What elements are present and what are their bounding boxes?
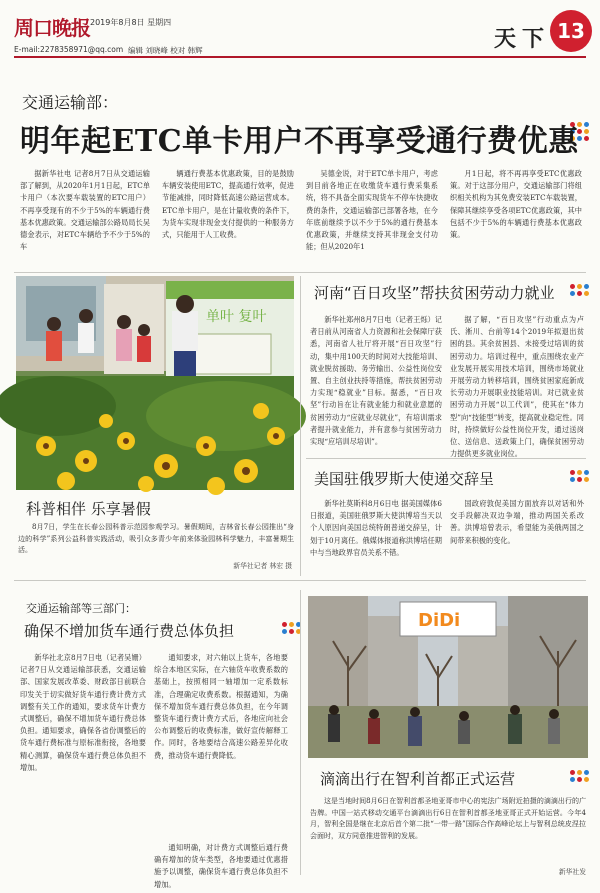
henan-column-1: 新华社郑州8月7日电（记者王烁）记者日前从河南省人力资源和社会保障厅获悉，河南省人社厅将开展“百日攻坚”行动，集中用100天的时间对大技能培训、就业脱贫援助、务劳输出、公益性岗位安置、自主创业扶持等措施，帮扶贫困劳动力实现“稳就业”目标。据悉，“百日攻坚”行动旨在让有就业能力和就业意愿的贫困劳动力“应就业尽就业”，有培训需求者提升就业能力，并有意参与贫困劳动力实现“应培训尽培训”。 <box>310 315 442 447</box>
lead-column-1: 据新华社电 记者8月7日从交通运输部了解到，从2020年1月1日起，ETC单卡用户（本次要车载装置的ETC用户）不再享受现有的不少于5%的车辆通行费基本优惠政策。交通运输部公路局局长吴德金表示，对ETC车辆给予不少于5%的车 <box>20 169 150 252</box>
editors-credit: 编辑 刘晓峰 校对 韩辉 <box>128 46 203 55</box>
divider <box>14 272 586 273</box>
lead-column-2: 辆通行费基本优惠政策，目的是鼓励车辆安装使用ETC，提高通行效率，促进节能减排，同时降低高速公路运营成本。ETC单卡用户，是在计量收费的条件下，为货车实现非现金支付提供的一种服务方式，只能用于人工收费。 <box>162 169 294 240</box>
usa-headline: 美国驻俄罗斯大使递交辞呈 <box>314 470 495 488</box>
freight-kicker: 交通运输部等三部门： <box>26 602 136 615</box>
didi-credit: 新华社发 <box>558 868 586 876</box>
freight-column-1: 新华社北京8月7日电（记者吴姗）记者7日从交通运输部获悉，交通运输部、国家发展改革委、财政部日前联合印发关于切实做好货车通行费计费方式调整有关工作的通知，要求货车计费方式调整后，确保不增加货车通行费总体负担。通知要求，确保各省份调整后的货车通行费标准与原标准衔接，各地要精心测算，确保货车通行费总体负担不增加。 <box>20 653 146 772</box>
photo-didi-santiago <box>308 596 588 758</box>
billboard-text: DiDi <box>418 610 461 631</box>
divider <box>306 458 586 459</box>
photo1-credit: 新华社记者 林宏 摄 <box>233 562 292 570</box>
page-number-badge: 13 <box>550 10 592 52</box>
freight-column-3: 通知明确，对计费方式调整后通行费确有增加的货车类型，各地要通过优惠措施予以调整，确保货车通行费总体负担不增加。 <box>154 843 288 889</box>
ornament-dots-icon <box>282 622 301 634</box>
freight-headline: 确保不增加货车通行费总体负担 <box>24 622 235 640</box>
editor-email: E-mail:2278358971@qq.com <box>14 45 124 54</box>
usa-column-2: 国政府敦促美国方面放弃以对话和外交手段解决双边争端，推动两国关系改善。洪博培曾表示，希望能为美俄两国之间带来积极的变化。 <box>450 499 584 545</box>
didi-caption-text: 这是当地时间8月6日在智利首都圣地亚哥市中心的宪法广场附近拍摄的滴滴出行的广告牌。中国一站式移动交通平台滴滴出行6日在智利首都圣地亚哥正式开始运营。今年4月，智利全国是继在北京后首个第二批“一带一路”国际合作高峰论坛上与智利总统皮涅拉会面时，双方同意推进智利的发展。 <box>310 797 586 840</box>
ornament-dots-icon <box>570 770 589 782</box>
divider <box>14 580 586 581</box>
photo-science-park <box>16 276 294 490</box>
didi-caption-title: 滴滴出行在智利首都正式运营 <box>320 770 516 788</box>
lead-column-4: 月1日起，将不再再享受ETC优惠政策。对于这部分用户，交通运输部门将组织相关机构为其免费安装ETC车载装置，保障其继续享受各项ETC优惠政策，其中包括不少于5%的车辆通行费基本优惠政策。 <box>450 169 582 240</box>
henan-column-2: 据了解，“百日攻坚”行动重点为卢氏、淅川、台前等14个2019年拟退出贫困的县。其余贫困县、未接受过培训的贫困劳动力。培训过程中，重点围绕农业产业发展开展实用技术培训，围绕市场就业开展劳动力转移培训，围绕贫困家庭新成长劳动力开展职业技能培训。对已就业贫困劳动力开展“以工代训”，使其在“体力型”向“技能型”转变，提高就业稳定性。同时，持续做好公益性岗位开发，通过送岗位、送信息、送政策上门，确保贫困劳动力提供更多就业岗位。 <box>450 315 584 459</box>
issue-date: 2019年8月8日 星期四 <box>90 18 172 27</box>
divider <box>300 590 301 875</box>
lead-kicker: 交通运输部： <box>22 93 119 112</box>
section-name: 天下 <box>494 26 551 52</box>
usa-column-1: 新华社莫斯科8月6日电 据美国媒体6日报道，美国驻俄罗斯大使洪博培当天以个人原因向美国总统特朗普递交辞呈，计划于10月离任。俄媒体报道称洪博培任期中与当地政界官员关系不错。 <box>310 499 442 557</box>
lead-headline: 明年起ETC单卡用户不再享受通行费优惠 <box>20 124 579 159</box>
newspaper-logo: 周口晚报 <box>14 16 90 40</box>
ornament-dots-icon <box>570 284 589 296</box>
photo1-caption-text: 8月7日，学生在长春公园科普示范园参观学习。暑假期间，吉林省长春公园推出“身边的科学”系列公益科普实践活动，吸引众多青少年前来体验园林科学魅力，丰富暑期生活。 <box>18 523 294 554</box>
masthead-rule <box>14 56 586 58</box>
divider <box>300 276 301 576</box>
photo1-caption-title: 科普相伴 乐享暑假 <box>26 500 151 518</box>
henan-headline: 河南“百日攻坚”帮扶贫困劳动力就业 <box>314 284 555 302</box>
ornament-dots-icon <box>570 470 589 482</box>
freight-column-2: 通知要求，对六轴以上货车，各地要综合本地区实际，在六轴货车收费系数的基础上，按照相同一轴增加一定系数标准，合理确定收费系数。根据通知，为确保不增加货车通行费总体负担，在今年调整货车通行费计费方式后，各地应向社会公布调整后的收费标准，做好宣传解释工作。同时，各地要结合高速公路差异化收费，推动货车通行费降低。 <box>154 653 288 760</box>
sign-text: 单叶 复叶 <box>206 309 267 325</box>
lead-column-3: 吴德金说，对于ETC单卡用户，考虑到目前各地正在收缴货车通行费采集系统，将不具备全面实现货车不停车快捷收费的条件，交通运输部已部署各地，在今年底前继续予以不少于5%的通行费基本优惠政策，并继续支持其非现金支付功能；但从2020年1 <box>306 169 438 252</box>
